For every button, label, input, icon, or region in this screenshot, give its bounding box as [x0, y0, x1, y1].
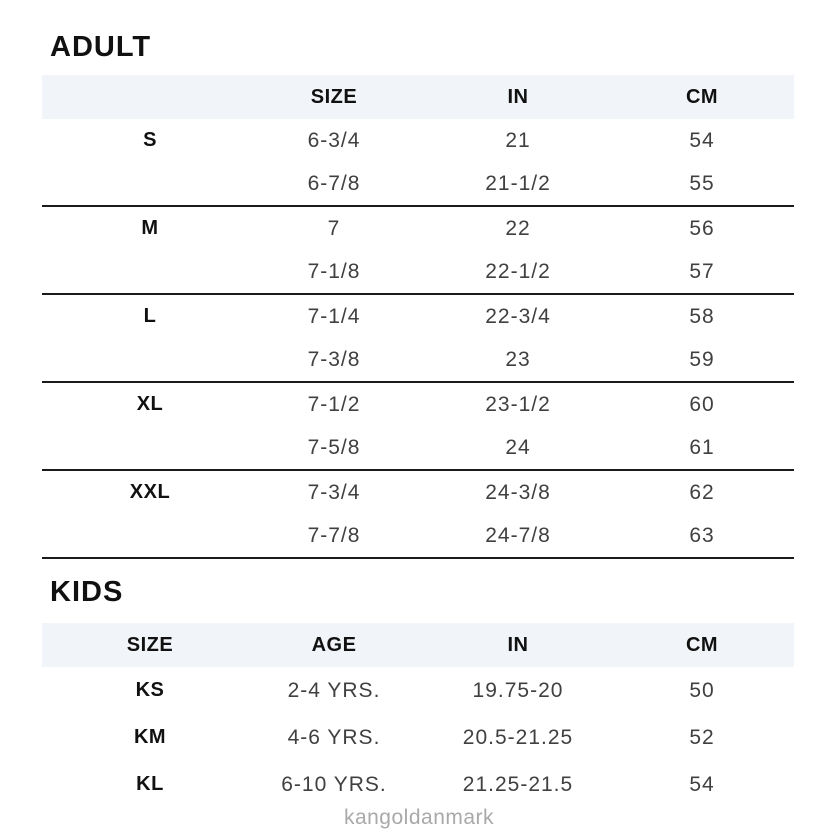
inches-cell: 22: [505, 216, 531, 240]
inches-cell: 23-1/2: [485, 392, 551, 416]
centimeters-cell: 61: [689, 435, 715, 459]
inches-cell: 23: [505, 347, 531, 371]
table-row: [42, 714, 794, 761]
inches-cell: 22-3/4: [485, 304, 551, 328]
column-header: AGE: [311, 633, 357, 656]
centimeters-cell: 63: [689, 523, 715, 547]
column-header: SIZE: [310, 85, 358, 108]
table-row: [42, 471, 794, 514]
table-header-row: [42, 623, 794, 667]
size-value-cell: 7-3/8: [307, 347, 361, 371]
size-label-cell: KM: [133, 726, 167, 748]
size-value-cell: 7-5/8: [307, 435, 361, 459]
inches-cell: 21: [505, 128, 531, 152]
size-label-cell: M: [141, 217, 159, 239]
size-value-cell: 7-7/8: [307, 523, 361, 547]
table-row: [42, 383, 794, 426]
size-value-cell: 7-1/2: [307, 392, 361, 416]
centimeters-cell: 54: [689, 772, 715, 796]
centimeters-cell: 56: [689, 216, 715, 240]
inches-cell: 24: [505, 435, 531, 459]
adult-section-title: ADULT: [50, 31, 152, 63]
centimeters-cell: 60: [689, 392, 715, 416]
size-group-s: [42, 119, 794, 207]
centimeters-cell: 58: [689, 304, 715, 328]
table-header-row: [42, 75, 794, 119]
centimeters-cell: 50: [689, 678, 715, 702]
column-header: CM: [685, 85, 719, 108]
centimeters-cell: 54: [689, 128, 715, 152]
size-group-xl: [42, 383, 794, 471]
size-label-cell: KL: [136, 773, 164, 795]
table-row: [42, 667, 794, 714]
size-value-cell: 7-3/4: [307, 480, 361, 504]
size-group-xxl: [42, 471, 794, 559]
inches-cell: 22-1/2: [485, 259, 551, 283]
size-label-cell: XL: [136, 393, 164, 415]
size-value-cell: 7-1/8: [307, 259, 361, 283]
table-row: [42, 295, 794, 338]
inches-cell: 19.75-20: [472, 678, 564, 702]
inches-cell: 20.5-21.25: [462, 725, 574, 749]
table-row: [42, 761, 794, 808]
inches-cell: 21-1/2: [485, 171, 551, 195]
centimeters-cell: 52: [689, 725, 715, 749]
age-cell: 4-6 YRS.: [287, 725, 381, 749]
inches-cell: 24-7/8: [485, 523, 551, 547]
column-header: IN: [507, 85, 529, 108]
table-row: [42, 119, 794, 162]
table-row: [42, 207, 794, 250]
table-row: [42, 426, 794, 469]
size-value-cell: 7-1/4: [307, 304, 361, 328]
kids-section-title: KIDS: [50, 576, 124, 608]
inches-cell: 24-3/8: [485, 480, 551, 504]
inches-cell: 21.25-21.5: [462, 772, 574, 796]
adult-size-table: [42, 75, 794, 559]
age-cell: 2-4 YRS.: [287, 678, 381, 702]
kids-size-table: [42, 623, 794, 808]
centimeters-cell: 59: [689, 347, 715, 371]
column-header: CM: [685, 633, 719, 656]
column-header: IN: [507, 633, 529, 656]
size-value-cell: 7: [327, 216, 341, 240]
table-row: [42, 162, 794, 205]
size-label-cell: L: [143, 305, 157, 327]
centimeters-cell: 55: [689, 171, 715, 195]
centimeters-cell: 62: [689, 480, 715, 504]
size-label-cell: KS: [135, 679, 165, 701]
age-cell: 6-10 YRS.: [281, 772, 387, 796]
table-row: [42, 514, 794, 557]
size-group-l: [42, 295, 794, 383]
column-header: SIZE: [126, 633, 174, 656]
watermark-text: kangoldanmark: [343, 806, 495, 829]
size-value-cell: 6-3/4: [307, 128, 361, 152]
table-row: [42, 338, 794, 381]
size-label-cell: XXL: [129, 481, 171, 503]
size-group-m: [42, 207, 794, 295]
centimeters-cell: 57: [689, 259, 715, 283]
size-label-cell: S: [143, 129, 157, 151]
size-value-cell: 6-7/8: [307, 171, 361, 195]
table-row: [42, 250, 794, 293]
